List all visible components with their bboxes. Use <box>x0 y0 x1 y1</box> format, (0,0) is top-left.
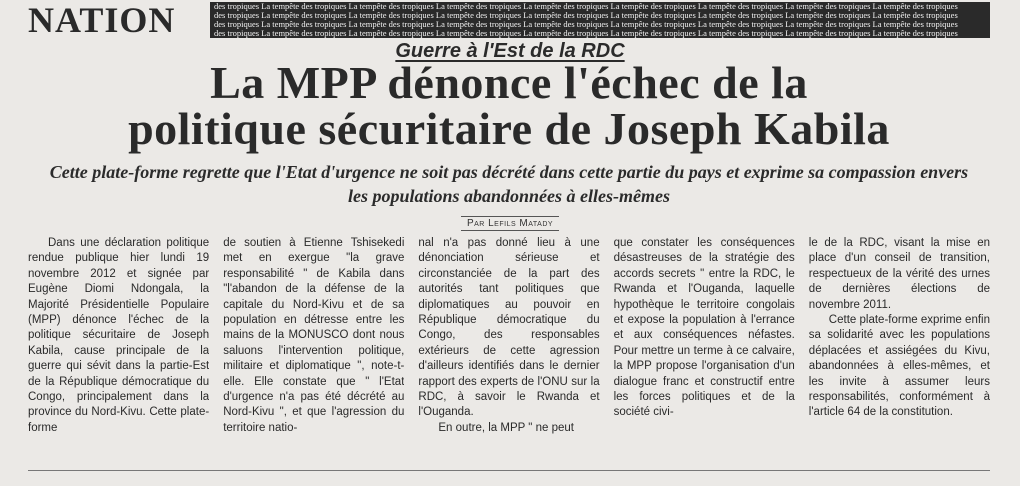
paragraph: le de la RDC, visant la mise en place d'un conseil de transition, respectueux de la vérité des urnes de dernières élections de novembre 2011. <box>808 237 990 311</box>
paragraph: de soutien à Etienne Tshisekedi met en exergue "la grave responsabilité " de Kabila dans "l'abandon de la défense de la capitale du Nord-Kivu et de sa population en détresse entre les mains de la MONUSCO dont nous saluons l'intervention politique, militaire et diplomatique ", note-t-elle. Elle constate que " l'Etat d'urgence n'a pas été décrété au Nord-Kivu ", et que l'agression du territoire natio- <box>223 237 405 434</box>
banner-line: des tropiques La tempête des tropiques La tempête des tropiques La tempête des tropiques La tempête des tropiques La tempête des tropiques La tempête des tropiques La tempête des tropiques La tempête des tropiques <box>214 2 958 11</box>
deck-line-2: les populations abandonnées à elles-mêmes <box>347 186 670 206</box>
paragraph: Cette plate-forme exprime enfin sa solidarité avec les populations déplacées et assiégées du Kivu, abandonnées à elles-mêmes, et les invite à assumer leurs responsabilités, conformément à l'article 64 de la constitution. <box>808 314 990 419</box>
headline-line-1: La MPP dénonce l'échec de la <box>210 57 808 108</box>
byline-text: Par Lefils Matady <box>461 216 559 231</box>
banner-line: des tropiques La tempête des tropiques La tempête des tropiques La tempête des tropiques La tempête des tropiques La tempête des tropiques La tempête des tropiques La tempête des tropiques La tempête des tropiques <box>214 10 958 20</box>
section-label: NATION <box>28 0 176 40</box>
banner-line: des tropiques La tempête des tropiques La tempête des tropiques La tempête des tropiques La tempête des tropiques La tempête des tropiques La tempête des tropiques La tempête des tropiques La tempête des tropiques <box>214 28 958 38</box>
article-column-3 <box>418 236 599 466</box>
banner-line: des tropiques La tempête des tropiques La tempête des tropiques La tempête des tropiques La tempête des tropiques La tempête des tropiques La tempête des tropiques La tempête des tropiques La tempête des tropiques <box>214 19 958 29</box>
deck-line-1: Cette plate-forme regrette que l'Etat d'urgence ne soit pas décrété dans cette partie du pays et exprime sa compassion envers <box>49 162 969 182</box>
headline <box>28 57 990 154</box>
paragraph: que constater les conséquences désastreuses de la stratégie des accords secrets " entre la RDC, le Rwanda et l'Ouganda, laquelle hypothèque le territoire congolais et expose la population à l'errance et aux conséquences néfastes. Pour mettre un terme à ce calvaire, la MPP propose l'organisation d'un dialogue franc et constructif entre les forces politiques et de la société civi- <box>613 237 795 419</box>
headline-line-2: politique sécuritaire de Joseph Kabila <box>128 103 890 154</box>
paragraph: En outre, la MPP " ne peut <box>438 421 574 434</box>
article-column-1 <box>28 236 209 466</box>
kicker: Guerre à l'Est de la RDC <box>395 40 625 62</box>
masthead-banner <box>210 2 990 38</box>
deck <box>28 160 990 208</box>
article-column-2 <box>223 236 404 466</box>
paragraph: Dans une déclaration politique rendue publique hier lundi 19 novembre 2012 et signée par Eugène Diomi Ndongala, la Majorité Présidentielle Populaire (MPP) dénonce l'échec de la politique sécuritaire de Joseph Kabila, cause principale de la guerre qui sévit dans la partie-Est de la République démocratique du Congo, principalement dans la province du Nord-Kivu. Cette plate-forme <box>28 237 210 434</box>
bottom-rule <box>28 470 990 471</box>
article-column-5 <box>809 236 990 466</box>
article-body <box>28 236 990 466</box>
paragraph: nal n'a pas donné lieu à une dénonciation sérieuse et circonstanciée de la part des autorités tant politiques que diplomatiques au pouvoir en République démocratique du Congo, des responsables extérieurs de cette agression d'ailleurs identifiés dans le dernier rapport des experts de l'ONU sur la RDC, à savoir le Rwanda et l'Ouganda. <box>418 237 600 419</box>
byline <box>0 218 1020 229</box>
article-column-4 <box>614 236 795 466</box>
